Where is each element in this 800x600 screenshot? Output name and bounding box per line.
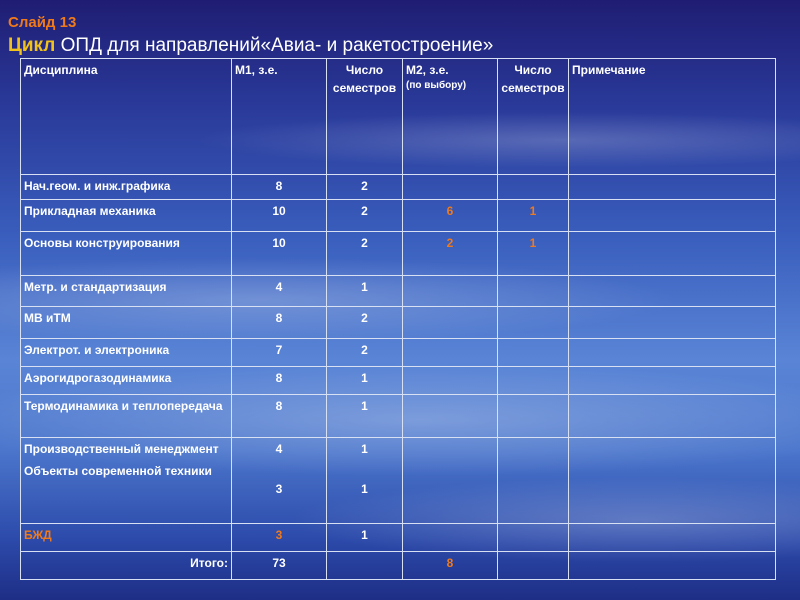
row-sem2-merged bbox=[498, 438, 569, 524]
row-sem2: 1 bbox=[498, 200, 569, 232]
row-sem1-modern-tech: 1 bbox=[361, 482, 368, 496]
row-name-modern-tech: Объекты современной техники bbox=[24, 464, 212, 478]
row-note bbox=[569, 339, 776, 367]
row-name-merged bbox=[21, 438, 232, 524]
table-row bbox=[21, 175, 776, 200]
row-m1: 8 bbox=[232, 395, 327, 438]
table-row bbox=[21, 307, 776, 339]
row-sem1: 2 bbox=[327, 232, 403, 276]
total-m2: 8 bbox=[403, 552, 498, 580]
row-sem1: 2 bbox=[327, 339, 403, 367]
row-sem1: 2 bbox=[327, 175, 403, 200]
table-row-bzhd bbox=[21, 524, 776, 552]
row-m1: 8 bbox=[232, 175, 327, 200]
row-sem1: 1 bbox=[327, 395, 403, 438]
row-note bbox=[569, 276, 776, 307]
table-row bbox=[21, 200, 776, 232]
row-m2 bbox=[403, 367, 498, 395]
row-sem1-merged bbox=[327, 438, 403, 524]
row-name-bzhd: БЖД bbox=[21, 524, 232, 552]
row-sem1: 2 bbox=[327, 200, 403, 232]
row-note bbox=[569, 175, 776, 200]
header-sem1: Число семестров bbox=[327, 59, 403, 175]
row-sem2 bbox=[498, 339, 569, 367]
header-m1: М1, з.е. bbox=[232, 59, 327, 175]
row-note bbox=[569, 367, 776, 395]
row-name: Метр. и стандартизация bbox=[21, 276, 232, 307]
row-m1-management: 4 bbox=[275, 442, 283, 456]
table-row-merged bbox=[21, 438, 776, 524]
row-m2 bbox=[403, 175, 498, 200]
table-header-row bbox=[21, 59, 776, 175]
row-sem1: 2 bbox=[327, 307, 403, 339]
row-name: Прикладная механика bbox=[21, 200, 232, 232]
row-m2-merged bbox=[403, 438, 498, 524]
row-sem2 bbox=[498, 276, 569, 307]
row-m2: 6 bbox=[403, 200, 498, 232]
header-m2-label: М2, з.е. bbox=[406, 63, 449, 77]
row-name: Основы конструирования bbox=[21, 232, 232, 276]
row-m2 bbox=[403, 276, 498, 307]
header-m2 bbox=[403, 59, 498, 175]
row-m2 bbox=[403, 307, 498, 339]
row-m2 bbox=[403, 339, 498, 367]
slide-number: Слайд 13 bbox=[8, 14, 77, 31]
table-row bbox=[21, 395, 776, 438]
row-note bbox=[569, 232, 776, 276]
row-sem2: 1 bbox=[498, 232, 569, 276]
row-m1: 10 bbox=[232, 200, 327, 232]
total-sem2 bbox=[498, 552, 569, 580]
row-m1-modern-tech: 3 bbox=[275, 482, 283, 496]
total-sem1 bbox=[327, 552, 403, 580]
row-note bbox=[569, 307, 776, 339]
row-sem1-bzhd: 1 bbox=[327, 524, 403, 552]
table-row bbox=[21, 276, 776, 307]
row-m2: 2 bbox=[403, 232, 498, 276]
row-m1: 7 bbox=[232, 339, 327, 367]
total-note bbox=[569, 552, 776, 580]
total-label: Итого: bbox=[21, 552, 232, 580]
row-m2-bzhd bbox=[403, 524, 498, 552]
row-m1: 8 bbox=[232, 307, 327, 339]
row-m1-bzhd: 3 bbox=[232, 524, 327, 552]
row-name: МВ иТМ bbox=[21, 307, 232, 339]
row-note bbox=[569, 200, 776, 232]
row-note-bzhd bbox=[569, 524, 776, 552]
header-discipline: Дисциплина bbox=[21, 59, 232, 175]
row-sem2 bbox=[498, 307, 569, 339]
row-sem2 bbox=[498, 175, 569, 200]
row-name: Электрот. и электроника bbox=[21, 339, 232, 367]
row-sem1: 1 bbox=[327, 367, 403, 395]
row-name: Аэрогидрогазодинамика bbox=[21, 367, 232, 395]
row-m1: 8 bbox=[232, 367, 327, 395]
header-note: Примечание bbox=[569, 59, 776, 175]
row-m1: 4 bbox=[232, 276, 327, 307]
row-sem1-management: 1 bbox=[361, 442, 368, 456]
row-sem2 bbox=[498, 367, 569, 395]
row-note-merged bbox=[569, 438, 776, 524]
header-m2-note: (по выбору) bbox=[406, 80, 467, 91]
table-row bbox=[21, 232, 776, 276]
table-row bbox=[21, 339, 776, 367]
title-accent: Цикл bbox=[8, 35, 56, 56]
header-sem2: Число семестров bbox=[498, 59, 569, 175]
title-text: ОПД для направлений«Авиа- и ракетостроение» bbox=[55, 35, 494, 56]
table-row bbox=[21, 367, 776, 395]
row-name: Нач.геом. и инж.графика bbox=[21, 175, 232, 200]
row-sem2 bbox=[498, 395, 569, 438]
row-sem2-bzhd bbox=[498, 524, 569, 552]
row-m1: 10 bbox=[232, 232, 327, 276]
total-m1: 73 bbox=[232, 552, 327, 580]
row-name-management: Производственный менеджмент bbox=[24, 442, 219, 456]
row-m1-merged bbox=[232, 438, 327, 524]
row-m2 bbox=[403, 395, 498, 438]
row-note bbox=[569, 395, 776, 438]
row-sem1: 1 bbox=[327, 276, 403, 307]
table-row-total bbox=[21, 552, 776, 580]
slide-title bbox=[8, 35, 493, 57]
curriculum-table bbox=[20, 58, 776, 580]
row-name: Термодинамика и теплопередача bbox=[21, 395, 232, 438]
